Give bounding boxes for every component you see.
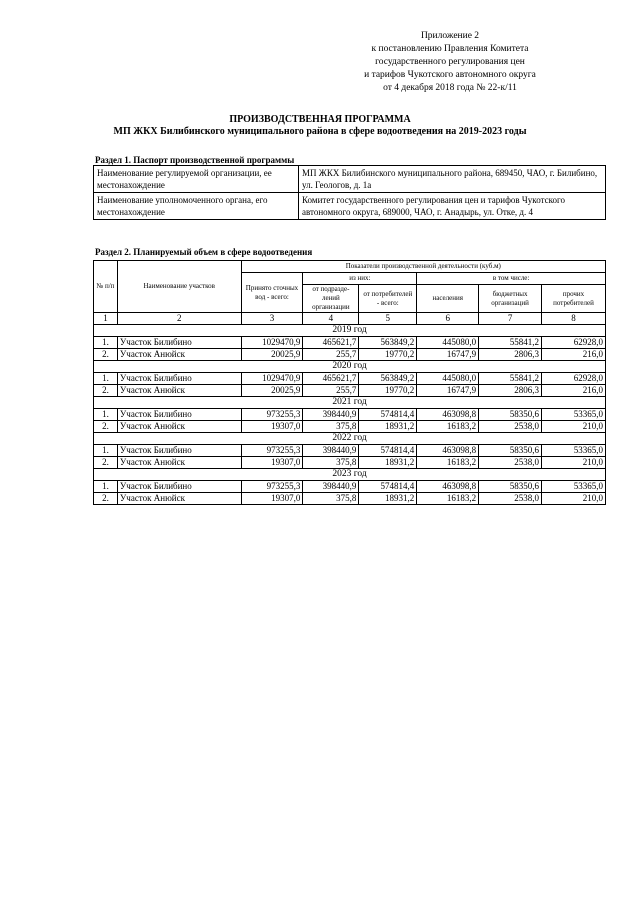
value-cell: 16747,9	[417, 385, 479, 397]
year-label: 2023 год	[94, 469, 606, 481]
value-cell: 210,0	[542, 493, 606, 505]
section1-heading: Раздел 1. Паспорт производственной программы	[95, 155, 295, 165]
column-number: 6	[417, 313, 479, 325]
value-cell: 19770,2	[359, 349, 417, 361]
value-cell: 18931,2	[359, 457, 417, 469]
value-cell: 55841,2	[479, 373, 542, 385]
row-number: 2.	[94, 457, 118, 469]
row-number: 2.	[94, 385, 118, 397]
table-row	[94, 457, 606, 469]
value-cell: 375,8	[303, 457, 359, 469]
value-cell: 375,8	[303, 421, 359, 433]
value-cell: 216,0	[542, 349, 606, 361]
column-number: 8	[542, 313, 606, 325]
header-other: прочих потребителей	[542, 285, 606, 313]
value-cell: 55841,2	[479, 337, 542, 349]
header-from-units: от подразде- лений организации	[303, 285, 359, 313]
value-cell: 62928,0	[542, 337, 606, 349]
value-cell: 463098,8	[417, 409, 479, 421]
site-name: Участок Анюйск	[117, 349, 241, 361]
table-row	[94, 445, 606, 457]
value-cell: 2806,3	[479, 349, 542, 361]
value-cell: 445080,0	[417, 373, 479, 385]
table-row	[94, 385, 606, 397]
value-cell: 58350,6	[479, 409, 542, 421]
site-name: Участок Билибино	[117, 373, 241, 385]
section2-heading: Раздел 2. Планируемый объем в сфере водоотведения	[95, 247, 313, 257]
appendix-block	[320, 30, 580, 95]
row-number: 1.	[94, 337, 118, 349]
value-cell: 973255,3	[241, 409, 303, 421]
year-label: 2022 год	[94, 433, 606, 445]
value-cell: 398440,9	[303, 481, 359, 493]
value-cell: 19770,2	[359, 385, 417, 397]
column-number: 4	[303, 313, 359, 325]
value-cell: 53365,0	[542, 409, 606, 421]
year-label: 2021 год	[94, 397, 606, 409]
table-row	[94, 193, 606, 220]
site-name: Участок Анюйск	[117, 421, 241, 433]
passport-label: Наименование уполномоченного органа, его местонахождение	[94, 193, 299, 220]
table-row	[94, 337, 606, 349]
header-population: населения	[417, 285, 479, 313]
column-number: 5	[359, 313, 417, 325]
header-accepted: Принято сточных вод - всего:	[241, 273, 303, 313]
year-row	[94, 397, 606, 409]
year-row	[94, 361, 606, 373]
value-cell: 216,0	[542, 385, 606, 397]
value-cell: 58350,6	[479, 481, 542, 493]
passport-table	[93, 165, 606, 220]
value-cell: 973255,3	[241, 445, 303, 457]
value-cell: 16183,2	[417, 493, 479, 505]
appendix-line: государственного регулирования цен	[375, 57, 525, 67]
value-cell: 210,0	[542, 421, 606, 433]
row-number: 2.	[94, 493, 118, 505]
table-row	[94, 421, 606, 433]
value-cell: 465621,7	[303, 337, 359, 349]
value-cell: 19307,0	[241, 457, 303, 469]
value-cell: 58350,6	[479, 445, 542, 457]
value-cell: 19307,0	[241, 493, 303, 505]
column-number: 2	[117, 313, 241, 325]
value-cell: 2538,0	[479, 493, 542, 505]
value-cell: 19307,0	[241, 421, 303, 433]
value-cell: 445080,0	[417, 337, 479, 349]
column-number: 1	[94, 313, 118, 325]
value-cell: 563849,2	[359, 373, 417, 385]
appendix-line: и тарифов Чукотского автономного округа	[364, 70, 536, 80]
value-cell: 18931,2	[359, 493, 417, 505]
value-cell: 2538,0	[479, 457, 542, 469]
header-of-them: из них:	[303, 273, 417, 285]
value-cell: 2538,0	[479, 421, 542, 433]
value-cell: 255,7	[303, 349, 359, 361]
value-cell: 463098,8	[417, 445, 479, 457]
site-name: Участок Билибино	[117, 481, 241, 493]
value-cell: 574814,4	[359, 445, 417, 457]
value-cell: 398440,9	[303, 445, 359, 457]
value-cell: 16183,2	[417, 421, 479, 433]
value-cell: 20025,9	[241, 349, 303, 361]
header-num: № п/п	[94, 261, 118, 313]
value-cell: 53365,0	[542, 445, 606, 457]
value-cell: 563849,2	[359, 337, 417, 349]
appendix-line: от 4 декабря 2018 года № 22-к/11	[383, 83, 517, 93]
passport-value: МП ЖКХ Билибинского муниципального района, 689450, ЧАО, г. Билибино, ул. Геологов, д. 1а	[299, 166, 606, 193]
value-cell: 16747,9	[417, 349, 479, 361]
value-cell: 16183,2	[417, 457, 479, 469]
table-row	[94, 166, 606, 193]
row-number: 1.	[94, 373, 118, 385]
value-cell: 2806,3	[479, 385, 542, 397]
year-row	[94, 469, 606, 481]
row-number: 2.	[94, 349, 118, 361]
plan-table	[93, 260, 606, 505]
document-title: ПРОИЗВОДСТВЕННАЯ ПРОГРАММА	[229, 114, 411, 125]
year-row	[94, 433, 606, 445]
document-subtitle: МП ЖКХ Билибинского муниципального района в сфере водоотведения на 2019-2023 годы	[113, 126, 527, 137]
appendix-line: к постановлению Правления Комитета	[371, 44, 529, 54]
year-label: 2020 год	[94, 361, 606, 373]
row-number: 1.	[94, 481, 118, 493]
value-cell: 53365,0	[542, 481, 606, 493]
site-name: Участок Анюйск	[117, 493, 241, 505]
value-cell: 463098,8	[417, 481, 479, 493]
table-row	[94, 481, 606, 493]
table-row	[94, 409, 606, 421]
table-row	[94, 373, 606, 385]
value-cell: 1029470,9	[241, 337, 303, 349]
column-number: 7	[479, 313, 542, 325]
value-cell: 1029470,9	[241, 373, 303, 385]
passport-label: Наименование регулируемой организации, ее местонахождение	[94, 166, 299, 193]
site-name: Участок Анюйск	[117, 457, 241, 469]
row-number: 1.	[94, 445, 118, 457]
header-from-consumers: от потребителей - всего:	[359, 285, 417, 313]
passport-value: Комитет государственного регулирования цен и тарифов Чукотского автономного округа, 689000, ЧАО, г. Анадырь, ул. Отке, д. 4	[299, 193, 606, 220]
site-name: Участок Билибино	[117, 337, 241, 349]
value-cell: 62928,0	[542, 373, 606, 385]
value-cell: 574814,4	[359, 481, 417, 493]
header-incl: в том числе:	[417, 273, 606, 285]
value-cell: 20025,9	[241, 385, 303, 397]
year-row	[94, 325, 606, 337]
site-name: Участок Анюйск	[117, 385, 241, 397]
value-cell: 255,7	[303, 385, 359, 397]
header-group: Показатели производственной деятельности (куб.м)	[241, 261, 605, 273]
row-number: 2.	[94, 421, 118, 433]
value-cell: 375,8	[303, 493, 359, 505]
site-name: Участок Билибино	[117, 445, 241, 457]
column-number: 3	[241, 313, 303, 325]
row-number: 1.	[94, 409, 118, 421]
table-row	[94, 349, 606, 361]
value-cell: 210,0	[542, 457, 606, 469]
value-cell: 574814,4	[359, 409, 417, 421]
appendix-line: Приложение 2	[420, 31, 480, 41]
value-cell: 398440,9	[303, 409, 359, 421]
value-cell: 465621,7	[303, 373, 359, 385]
column-numbers-row	[94, 313, 606, 325]
header-budget: бюджетных организаций	[479, 285, 542, 313]
site-name: Участок Билибино	[117, 409, 241, 421]
header-name: Наименование участков	[117, 261, 241, 313]
table-row	[94, 493, 606, 505]
year-label: 2019 год	[94, 325, 606, 337]
value-cell: 973255,3	[241, 481, 303, 493]
value-cell: 18931,2	[359, 421, 417, 433]
